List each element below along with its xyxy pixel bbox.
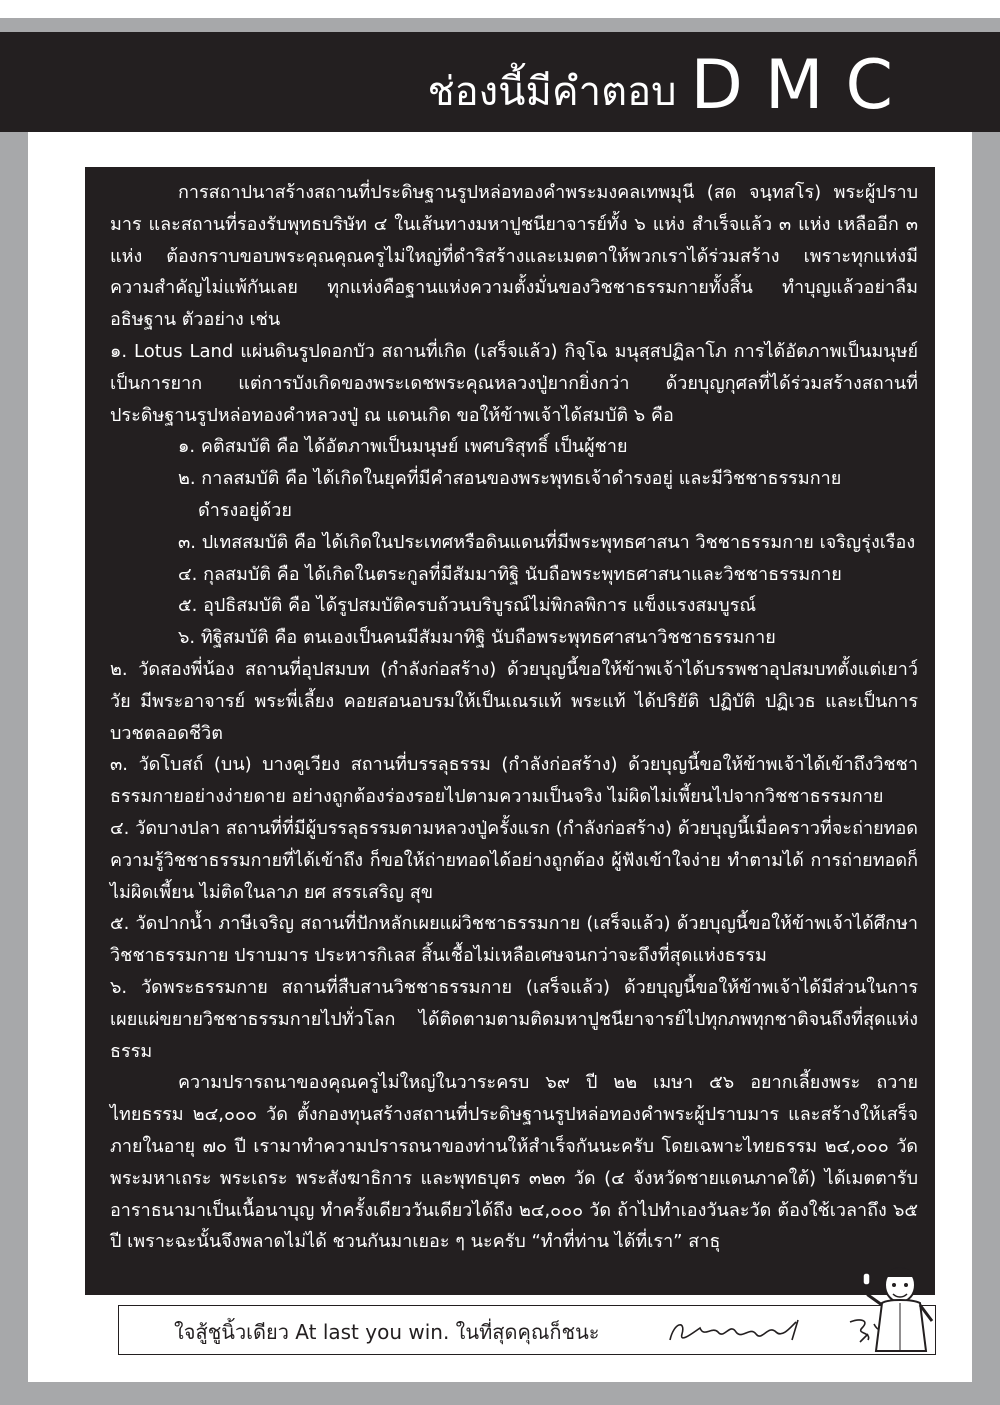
sampat-item: ๓. ปเทสสมบัติ คือ ได้เกิดในประเทศหรือดินแดนที่มีพระพุทธศาสนา วิชชาธรรมกาย เจริญรุ่งเรือง bbox=[178, 531, 916, 553]
sampat-list bbox=[110, 431, 935, 654]
intro-paragraph: การสถาปนาสร้างสถานที่ประดิษฐานรูปหล่อทองคำพระมงคลเทพมุนี (สด จนฺทสโร) พระผู้ปราบมาร และสถานที่รองรับพุทธบริษัท ๔ ในเส้นทางมหาปูชนียาจารย์ทั้ง ๖ แห่ง สำเร็จแล้ว ๓ แห่ง เหลืออีก ๓ แห่ง ต้องกราบขอบพระคุณคุณครูไม่ใหญ่ที่ดำริสร้างและเมตตาให้พวกเราได้ร่วมสร้าง เพราะทุกแห่งมีความสำคัญไม่แพ้กันเลย ทุกแห่งคือฐานแห่งความตั้งมั่นของวิชชาธรรมกายทั้งสิ้น ทำบุญแล้วอย่าลืมอธิษฐาน ตัวอย่าง เช่น bbox=[110, 182, 918, 331]
item-3-wat-bot-bon: ๓. วัดโบสถ์ (บน) บางคูเวียง สถานที่บรรลุธรรม (กำลังก่อสร้าง) ด้วยบุญนี้ขอให้ข้าพเจ้าได้เข้าถึงวิชชาธรรมกายอย่างง่ายดาย อย่างถูกต้องร่องรอยไปตามความเป็นจริง ไม่ผิดไม่เพี้ยนไปจากวิชชาธรรมกาย bbox=[110, 754, 918, 808]
item-2-wat-song-phi-nong: ๒. วัดสองพี่น้อง สถานที่อุปสมบท (กำลังก่อสร้าง) ด้วยบุญนี้ขอให้ข้าพเจ้าได้บรรพชาอุปสมบทตั้งแต่เยาว์วัย มีพระอาจารย์ พระพี่เลี้ยง คอยสอนอบรมให้เป็นเณรแท้ พระแท้ ได้ปริยัติ ปฏิบัติ ปฏิเวธ และเป็นการบวชตลอดชีวิต bbox=[110, 658, 918, 744]
footer-motto: ใจสู้ชูนิ้วเดียว At last you win. ในที่สุดคุณก็ชนะ bbox=[174, 1320, 600, 1344]
item-6-wat-phra-dhammakaya: ๖. วัดพระธรรมกาย สถานที่สืบสานวิชชาธรรมกาย (เสร็จแล้ว) ด้วยบุญนี้ขอให้ข้าพเจ้าได้มีส่วนในการเผยแผ่ขยายวิชชาธรรมกายไปทั่วโลก ได้ติดตามตามติดมหาปูชนียาจารย์ไปทุกภพทุกชาติจนถึงที่สุดแห่งธรรม bbox=[110, 976, 918, 1062]
signature-handwriting bbox=[664, 1314, 894, 1348]
sampat-item: ๕. อุปธิสมบัติ คือ ได้รูปสมบัติครบถ้วนบริบูรณ์ไม่พิกลพิการ แข็งแรงสมบูรณ์ bbox=[178, 595, 757, 617]
mascot-thumbs-up-figure bbox=[862, 1255, 942, 1355]
closing-paragraph: ความปรารถนาของคุณครูไม่ใหญ่ในวาระครบ ๖๙ ปี ๒๒ เมษา ๕๖ อยากเลี้ยงพระ ถวายไทยธรรม ๒๔,๐๐๐ วัด ตั้งกองทุนสร้างสถานที่ประดิษฐานรูปหล่อทองคำพระผู้ปราบมาร และสร้างให้เสร็จภายในอายุ ๗๐ ปี เรามาทำความปรารถนาของท่านให้สำเร็จกันนะครับ โดยเฉพาะไทยธรรม ๒๔,๐๐๐ วัด พระมหาเถระ พระเถระ พระสังฆาธิการ และพุทธบุตร ๓๒๓ วัด (๔ จังหวัดชายแดนภาคใต้) ได้เมตตารับอาราธนามาเป็นเนื้อนาบุญ ทำครั้งเดียววันเดียวได้ถึง ๒๔,๐๐๐ วัด ถ้าไปทำเองวันละวัด ต้องใช้เวลาถึง ๖๕ ปี เพราะฉะนั้นจึงพลาดไม่ได้ ชวนกันมาเยอะ ๆ นะครับ “ทำที่ท่าน ได้ที่เรา” สาธุ bbox=[110, 1072, 918, 1253]
sampat-item: ๑. คติสมบัติ คือ ได้อัตภาพเป็นมนุษย์ เพศบริสุทธิ์ เป็นผู้ชาย bbox=[178, 436, 628, 458]
header-title bbox=[427, 46, 915, 125]
footer-bar bbox=[118, 1305, 936, 1355]
item-4-wat-bang-pla: ๔. วัดบางปลา สถานที่ที่มีผู้บรรลุธรรมตามหลวงปู่ครั้งแรก (กำลังก่อสร้าง) ด้วยบุญนี้เมื่อคราวที่จะถ่ายทอดความรู้วิชชาธรรมกายที่ได้เข้าถึง ก็ขอให้ถ่ายทอดได้อย่างถูกต้อง ผู้ฟังเข้าใจง่าย ทำตามได้ การถ่ายทอดก็ไม่ผิดเพี้ยน ไม่ติดในลาภ ยศ สรรเสริญ สุข bbox=[110, 817, 918, 903]
header-banner bbox=[0, 32, 1000, 132]
article-box bbox=[85, 167, 935, 1295]
item-5-wat-paknam: ๕. วัดปากน้ำ ภาษีเจริญ สถานที่ปักหลักเผยแผ่วิชชาธรรมกาย (เสร็จแล้ว) ด้วยบุญนี้ขอให้ข้าพเจ้าได้ศึกษาวิชชาธรรมกาย ปราบมาร ประหารกิเลส สิ้นเชื้อไม่เหลือเศษจนกว่าจะถึงที่สุดแห่งธรรม bbox=[110, 913, 918, 967]
sampat-item: ๖. ทิฐิสมบัติ คือ ตนเองเป็นคนมีสัมมาทิฐิ นับถือพระพุทธศาสนาวิชชาธรรมกาย bbox=[178, 627, 776, 649]
header-thai-title: ช่องนี้มีคำตอบ bbox=[427, 69, 677, 115]
sampat-item: ๒. กาลสมบัติ คือ ได้เกิดในยุคที่มีคำสอนของพระพุทธเจ้าดำรงอยู่ และมีวิชชาธรรมกาย ดำรงอยู่ด้วย bbox=[178, 468, 842, 521]
sampat-item: ๔. กุลสมบัติ คือ ได้เกิดในตระกูลที่มีสัมมาทิฐิ นับถือพระพุทธศาสนาและวิชชาธรรมกาย bbox=[178, 563, 842, 585]
header-brand: DMC bbox=[690, 46, 915, 125]
item-1-lotus-land: ๑. Lotus Land แผ่นดินรูปดอกบัว สถานที่เกิด (เสร็จแล้ว) กิจฺโฉ มนุสฺสปฏิลาโภ การได้อัตภาพเป็นมนุษย์เป็นการยาก แต่การบังเกิดของพระเดชพระคุณหลวงปู่ยากยิ่งกว่า ด้วยบุญกุศลที่ได้ร่วมสร้างสถานที่ประดิษฐานรูปหล่อทองคำหลวงปู่ ณ แดนเกิด ขอให้ข้าพเจ้าได้สมบัติ ๖ คือ bbox=[110, 340, 918, 426]
